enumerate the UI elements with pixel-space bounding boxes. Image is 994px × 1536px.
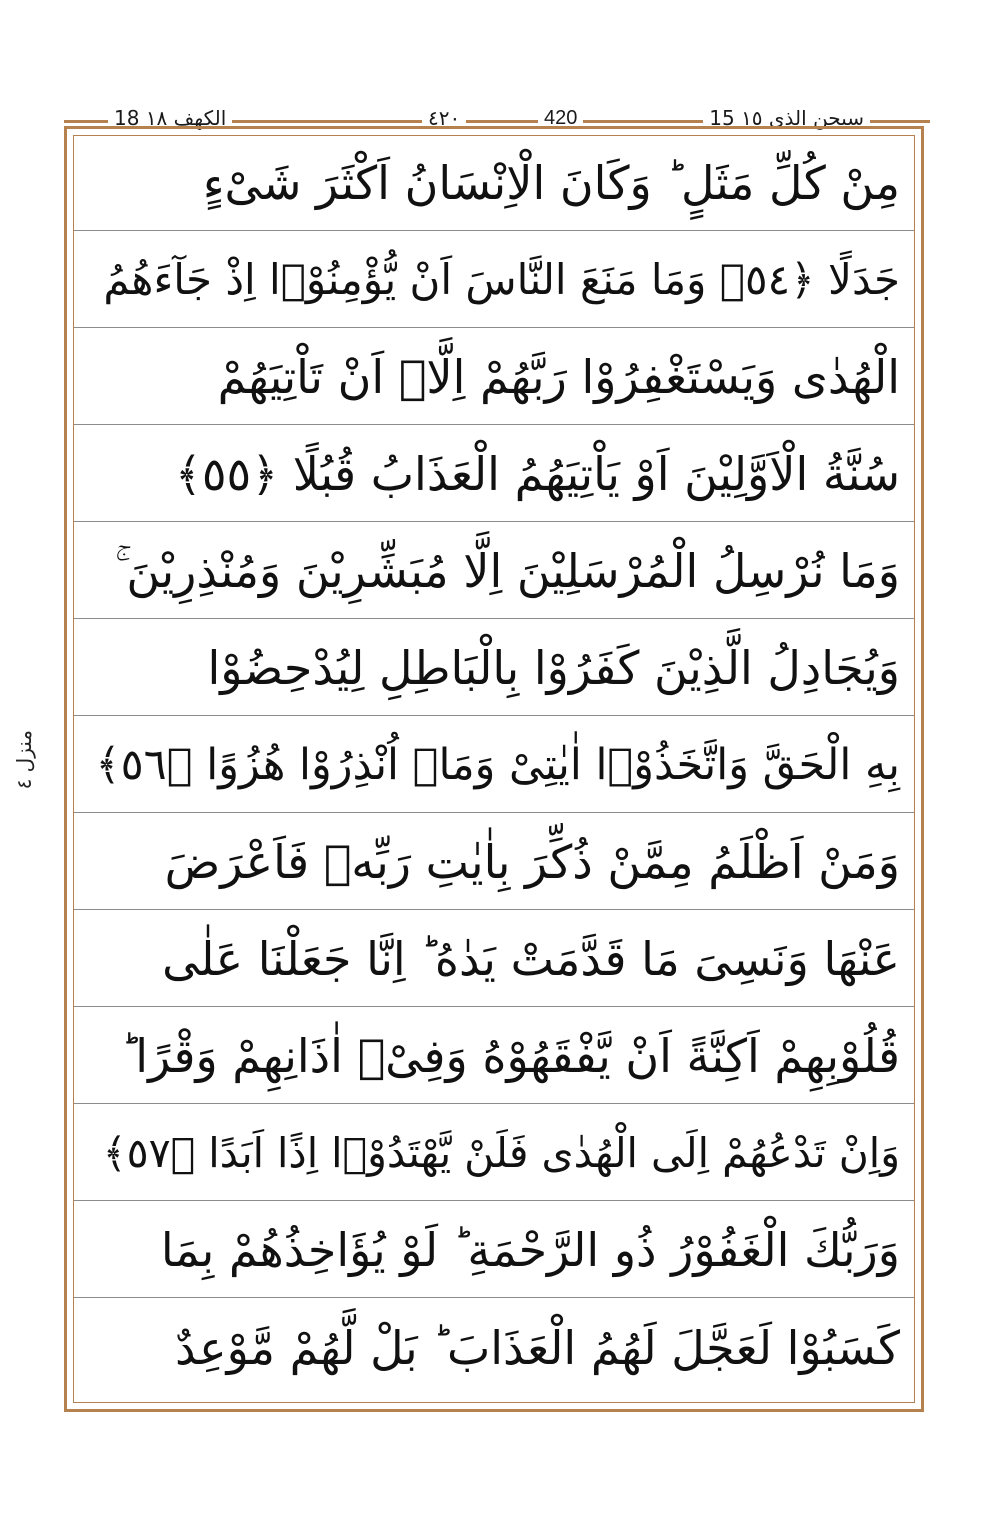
text-line xyxy=(74,1009,914,1104)
line-text: مِنْ كُلِّ مَثَلٍ ؕ وَكَانَ الْاِنْسَانُ اَكْثَرَ شَیْءٍ xyxy=(202,156,900,210)
text-line xyxy=(74,1106,914,1201)
header-page-number: 420 xyxy=(538,104,583,132)
page-frame xyxy=(64,126,924,1412)
text-line xyxy=(74,427,914,522)
line-text: وَاِنْ تَدْعُهُمْ اِلَى الْهُدٰى فَلَنْ یَّهْتَدُوْۤا اِذًا اَبَدًا ﴿٥٧﴾ xyxy=(102,1128,900,1177)
line-text: بِهِ الْحَقَّ وَاتَّخَذُوْۤا اٰیٰتِیْ وَمَاۤ اُنْذِرُوْا هُزُوًا ﴿٥٦﴾ xyxy=(95,739,900,790)
text-line xyxy=(74,136,914,231)
line-text: عَنْهَا وَنَسِیَ مَا قَدَّمَتْ یَدٰهُ ؕ اِنَّا جَعَلْنَا عَلٰى xyxy=(162,932,900,986)
line-text: كَسَبُوْا لَعَجَّلَ لَهُمُ الْعَذَابَ ؕ بَلْ لَّهُمْ مَّوْعِدٌ xyxy=(175,1320,900,1375)
header-surah-name: 18 الکھف ١٨ xyxy=(108,104,232,132)
text-line xyxy=(74,912,914,1007)
text-line xyxy=(74,718,914,813)
text-line xyxy=(74,621,914,716)
line-text: وَرَبُّكَ الْغَفُوْرُ ذُو الرَّحْمَةِ ؕ لَوْ یُؤَاخِذُهُمْ بِمَا xyxy=(160,1223,900,1277)
header-juz-name: 15 سبحن الذی ١٥ xyxy=(703,104,870,132)
line-text: جَدَلًا ﴿٥٤﴾ وَمَا مَنَعَ النَّاسَ اَنْ یُّؤْمِنُوْۤا اِذْ جَآءَهُمُ xyxy=(103,255,900,304)
manzil-label: منزل ٤ xyxy=(12,730,36,790)
text-line xyxy=(74,233,914,328)
text-line xyxy=(74,524,914,619)
line-text: الْهُدٰى وَیَسْتَغْفِرُوْا رَبَّهُمْ اِلَّاۤ اَنْ تَاْتِیَهُمْ xyxy=(217,350,900,404)
text-line xyxy=(74,815,914,910)
text-line xyxy=(74,1203,914,1298)
text-line xyxy=(74,330,914,425)
line-text: وَمَا نُرْسِلُ الْمُرْسَلِیْنَ اِلَّا مُبَشِّرِیْنَ وَمُنْذِرِیْنَ ۚ xyxy=(114,544,900,598)
text-area xyxy=(73,135,915,1403)
text-line xyxy=(74,1300,914,1395)
line-text: سُنَّةُ الْاَوَّلِیْنَ اَوْ یَاْتِیَهُمُ الْعَذَابُ قُبُلًا ﴿٥٥﴾ xyxy=(174,447,900,501)
header-page-number-arabic: ٤٢٠ xyxy=(422,104,466,132)
line-text: وَیُجَادِلُ الَّذِیْنَ كَفَرُوْا بِالْبَاطِلِ لِیُدْحِضُوْا xyxy=(207,641,900,695)
line-text: وَمَنْ اَظْلَمُ مِمَّنْ ذُكِّرَ بِاٰیٰتِ رَبِّهٖ فَاَعْرَضَ xyxy=(164,835,900,889)
line-text: قُلُوْبِهِمْ اَكِنَّةً اَنْ یَّفْقَهُوْهُ وَفِیْۤ اٰذَانِهِمْ وَقْرًا ؕ xyxy=(120,1029,900,1083)
